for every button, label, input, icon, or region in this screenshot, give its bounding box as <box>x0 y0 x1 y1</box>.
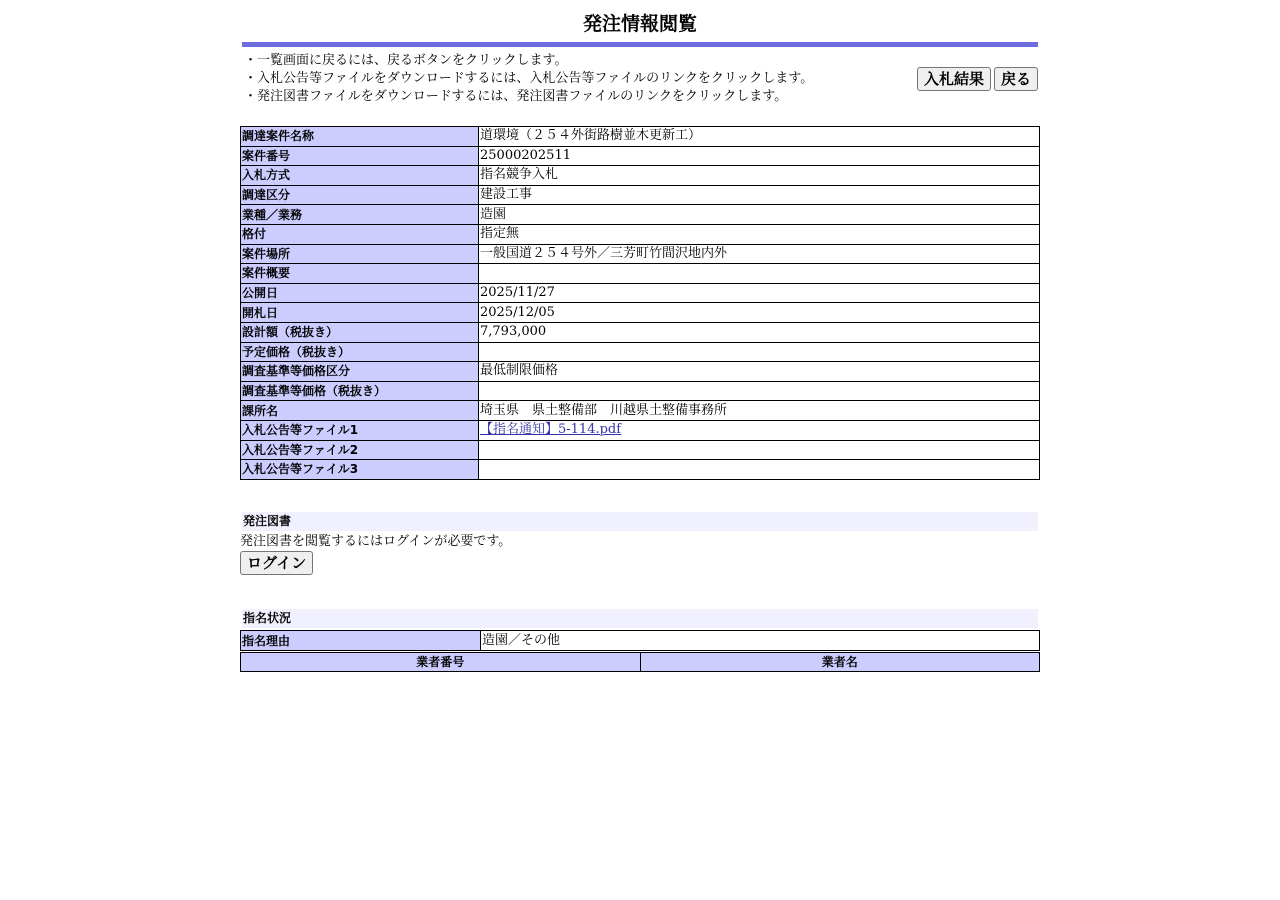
table-row <box>241 401 1040 421</box>
row-value: 建設工事 <box>479 185 1040 205</box>
login-button[interactable]: ログイン <box>240 551 313 575</box>
contractor-table <box>240 652 1040 672</box>
row-label: 業種／業務 <box>241 205 479 225</box>
login-required-message: 発注図書を閲覧するにはログインが必要です。 <box>240 534 512 549</box>
table-row <box>241 342 1040 362</box>
instruction-line: ・一覧画面に戻るには、戻るボタンをクリックします。 <box>244 53 568 68</box>
row-label: 予定価格（税抜き） <box>241 342 479 362</box>
row-value: 最低制限価格 <box>479 362 1040 382</box>
row-label: 設計額（税抜き） <box>241 322 479 342</box>
column-header-contractor-number: 業者番号 <box>241 653 641 672</box>
table-row <box>241 224 1040 244</box>
row-value <box>479 460 1040 480</box>
table-row <box>241 362 1040 382</box>
docs-section-heading: 発注図書 <box>242 512 1038 531</box>
row-value: 指名競争入札 <box>479 166 1040 186</box>
table-row <box>241 381 1040 401</box>
action-buttons <box>917 67 1038 91</box>
row-label: 案件概要 <box>241 264 479 284</box>
table-row <box>241 283 1040 303</box>
title-underline <box>242 42 1038 47</box>
reason-value: 造園／その他 <box>481 631 1040 651</box>
row-value <box>479 381 1040 401</box>
row-label: 案件番号 <box>241 146 479 166</box>
row-label: 入札公告等ファイル3 <box>241 460 479 480</box>
table-row <box>241 205 1040 225</box>
row-value: 2025/12/05 <box>479 303 1040 323</box>
row-label: 格付 <box>241 224 479 244</box>
row-label: 案件場所 <box>241 244 479 264</box>
instruction-line: ・発注図書ファイルをダウンロードするには、発注図書ファイルのリンクをクリックします。 <box>244 89 788 104</box>
row-label: 課所名 <box>241 401 479 421</box>
nomination-reason-table <box>240 630 1040 651</box>
row-label: 調達区分 <box>241 185 479 205</box>
table-row <box>241 244 1040 264</box>
table-row <box>241 631 1040 651</box>
row-label: 入札方式 <box>241 166 479 186</box>
row-value: 指定無 <box>479 224 1040 244</box>
row-label: 調査基準等価格区分 <box>241 362 479 382</box>
row-value: 道環境（２５４外街路樹並木更新工） <box>479 127 1040 147</box>
table-row <box>241 185 1040 205</box>
row-label: 入札公告等ファイル1 <box>241 420 479 440</box>
row-value <box>479 342 1040 362</box>
table-header-row <box>241 653 1040 672</box>
row-value: 2025/11/27 <box>479 283 1040 303</box>
row-value: 一般国道２５４号外／三芳町竹間沢地内外 <box>479 244 1040 264</box>
bid-result-button[interactable]: 入札結果 <box>917 67 991 91</box>
row-value <box>479 264 1040 284</box>
back-button[interactable]: 戻る <box>994 67 1038 91</box>
reason-label: 指名理由 <box>241 631 481 651</box>
row-value <box>479 420 1040 440</box>
row-value: 25000202511 <box>479 146 1040 166</box>
row-label: 公開日 <box>241 283 479 303</box>
table-row <box>241 146 1040 166</box>
page-title: 発注情報閲覧 <box>582 13 697 35</box>
instruction-line: ・入札公告等ファイルをダウンロードするには、入札公告等ファイルのリンクをクリックします。 <box>244 71 814 86</box>
table-row <box>241 264 1040 284</box>
row-label: 開札日 <box>241 303 479 323</box>
row-label: 入札公告等ファイル2 <box>241 440 479 460</box>
instructions <box>244 52 813 106</box>
row-label: 調査基準等価格（税抜き） <box>241 381 479 401</box>
table-row <box>241 420 1040 440</box>
table-row <box>241 127 1040 147</box>
table-row <box>241 166 1040 186</box>
table-row <box>241 440 1040 460</box>
nomination-section-heading: 指名状況 <box>242 609 1038 628</box>
row-label: 調達案件名称 <box>241 127 479 147</box>
notice-file-link[interactable]: 【指名通知】5-114.pdf <box>480 422 622 438</box>
table-row <box>241 303 1040 323</box>
table-row <box>241 460 1040 480</box>
column-header-contractor-name: 業者名 <box>640 653 1040 672</box>
project-info-table <box>240 126 1040 480</box>
row-value: 造園 <box>479 205 1040 225</box>
row-value <box>479 440 1040 460</box>
row-value: 埼玉県 県土整備部 川越県土整備事務所 <box>479 401 1040 421</box>
table-row <box>241 322 1040 342</box>
row-value: 7,793,000 <box>479 322 1040 342</box>
